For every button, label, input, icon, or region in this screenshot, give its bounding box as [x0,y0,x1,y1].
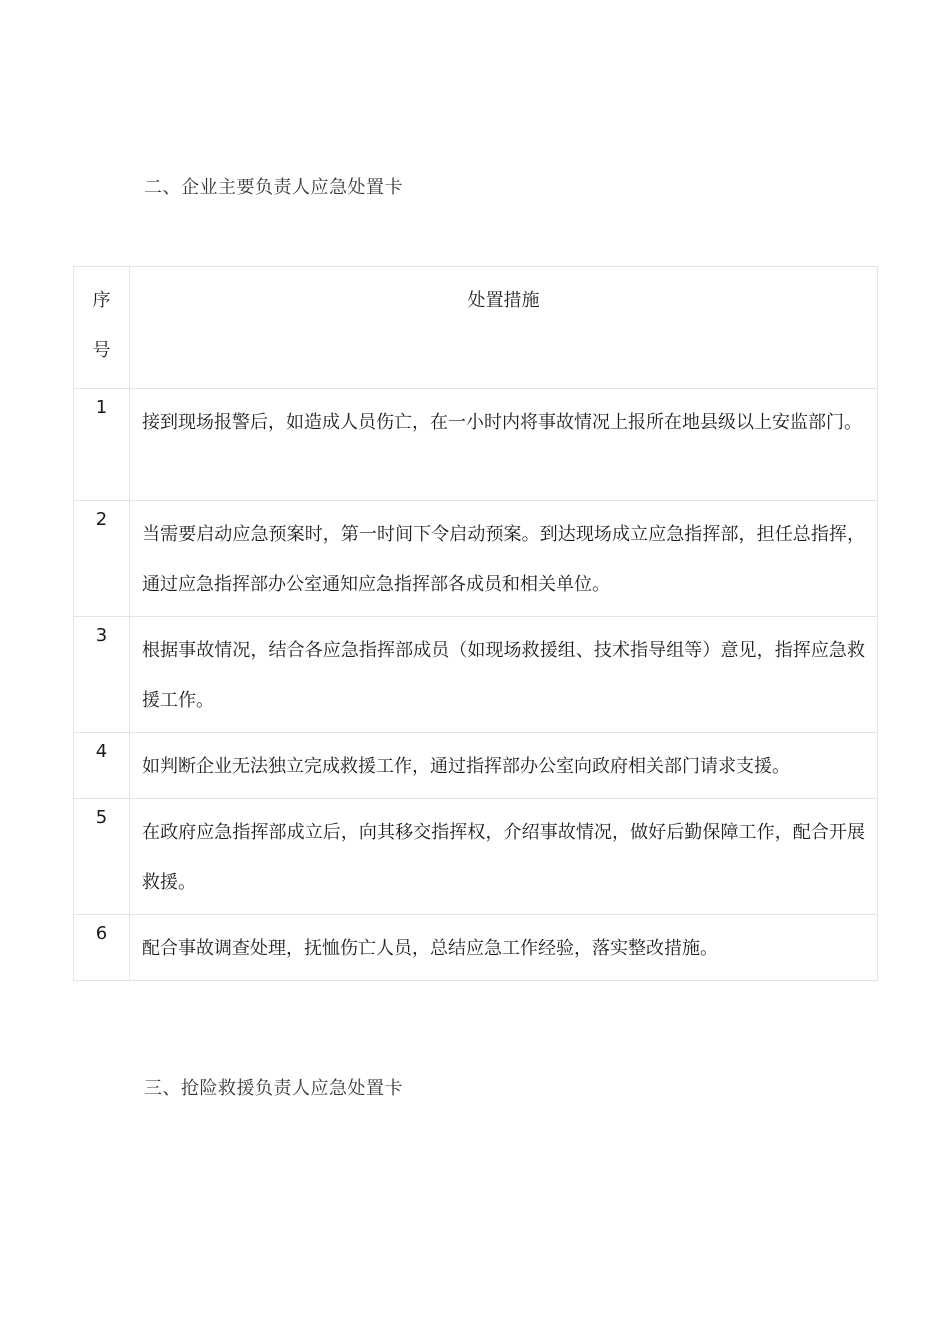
row-action: 如判断企业无法独立完成救援工作，通过指挥部办公室向政府相关部门请求支援。 [130,733,878,799]
emergency-response-card-table [73,266,878,981]
header-serial-number [74,267,130,389]
row-action: 接到现场报警后，如造成人员伤亡，在一小时内将事故情况上报所在地县级以上安监部门。 [130,389,878,501]
table-row [74,915,878,981]
row-number: 1 [74,389,130,501]
table-row [74,799,878,915]
row-number: 3 [74,617,130,733]
header-serial-line1: 序 [92,290,111,311]
table-row [74,389,878,501]
header-serial-line2: 号 [92,340,111,361]
table-row [74,617,878,733]
table-row [74,501,878,617]
row-action: 在政府应急指挥部成立后，向其移交指挥权，介绍事故情况，做好后勤保障工作，配合开展救援。 [130,799,878,915]
section-title-rescue-leader: 三、抢险救援负责人应急处置卡 [144,1078,403,1099]
row-number: 4 [74,733,130,799]
row-number: 5 [74,799,130,915]
row-number: 2 [74,501,130,617]
row-action: 当需要启动应急预案时，第一时间下令启动预案。到达现场成立应急指挥部，担任总指挥，通过应急指挥部办公室通知应急指挥部各成员和相关单位。 [130,501,878,617]
row-action: 配合事故调查处理，抚恤伤亡人员，总结应急工作经验，落实整改措施。 [130,915,878,981]
row-number: 6 [74,915,130,981]
table-header-row [74,267,878,389]
row-action: 根据事故情况，结合各应急指挥部成员（如现场救援组、技术指导组等）意见，指挥应急救援工作。 [130,617,878,733]
table-row [74,733,878,799]
section-title-enterprise-leader: 二、企业主要负责人应急处置卡 [144,177,403,198]
header-response-measures: 处置措施 [130,267,878,389]
